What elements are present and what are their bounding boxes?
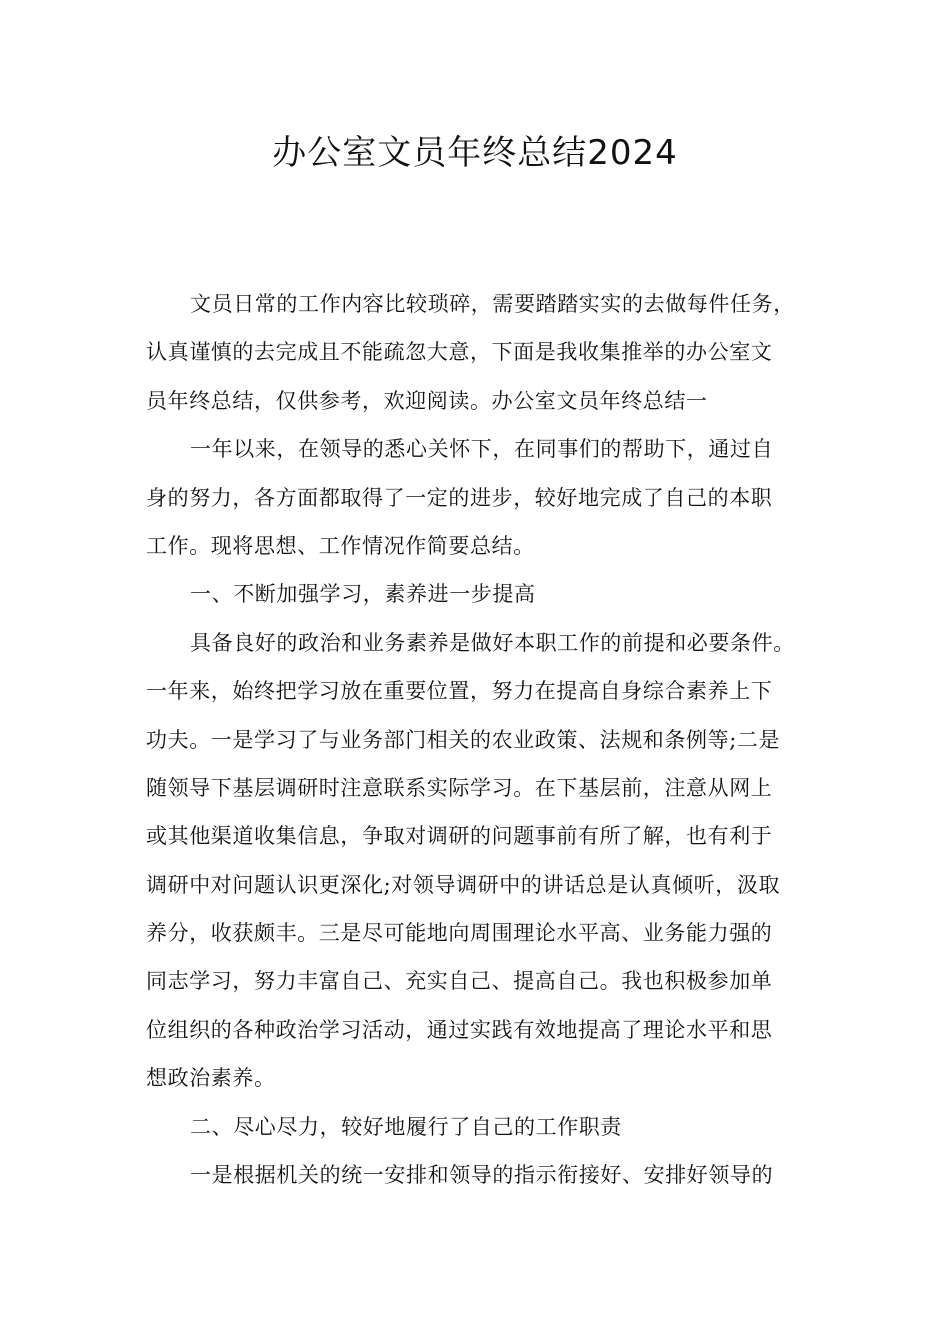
text-line: 养分，收获颇丰。三是尽可能地向周围理论水平高、业务能力强的 bbox=[146, 921, 773, 946]
text-line: 或其他渠道收集信息，争取对调研的问题事前有所了解，也有利于 bbox=[146, 824, 773, 849]
text-line: 想政治素养。 bbox=[146, 1066, 276, 1091]
text-line: 一、不断加强学习，素养进一步提高 bbox=[190, 582, 536, 607]
text-line: 身的努力，各方面都取得了一定的进步，较好地完成了自己的本职 bbox=[146, 485, 773, 510]
text-line: 员年终总结，仅供参考，欢迎阅读。办公室文员年终总结一 bbox=[146, 388, 708, 413]
text-line: 文员日常的工作内容比较琐碎，需要踏踏实实的去做每件任务， bbox=[190, 292, 795, 316]
text-line: 功夫。一是学习了与业务部门相关的农业政策、法规和条例等;二是 bbox=[146, 727, 781, 752]
text-line: 随领导下基层调研时注意联系实际学习。在下基层前，注意从网上 bbox=[146, 775, 773, 800]
document-body bbox=[146, 280, 816, 1199]
text-line: 工作。现将思想、工作情况作简要总结。 bbox=[146, 533, 535, 558]
text-line: 二、尽心尽力，较好地履行了自己的工作职责 bbox=[190, 1114, 622, 1139]
text-line: 调研中对问题认识更深化;对领导调研中的讲话总是认真倾听，汲取 bbox=[146, 872, 781, 897]
text-line: 一是根据机关的统一安排和领导的指示衔接好、安排好领导的 bbox=[190, 1163, 774, 1188]
document-title: 办公室文员年终总结2024 bbox=[272, 133, 678, 173]
text-line: 同志学习，努力丰富自己、充实自己、提高自己。我也积极参加单 bbox=[146, 969, 773, 994]
text-line: 具备良好的政治和业务素养是做好本职工作的前提和必要条件。 bbox=[190, 630, 795, 655]
text-line: 一年以来，在领导的悉心关怀下，在同事们的帮助下，通过自 bbox=[190, 437, 774, 462]
text-line: 位组织的各种政治学习活动，通过实践有效地提高了理论水平和思 bbox=[146, 1017, 773, 1042]
text-line: 认真谨慎的去完成且不能疏忽大意，下面是我收集推举的办公室文 bbox=[146, 340, 773, 365]
text-line: 一年来，始终把学习放在重要位置，努力在提高自身综合素养上下 bbox=[146, 679, 773, 704]
